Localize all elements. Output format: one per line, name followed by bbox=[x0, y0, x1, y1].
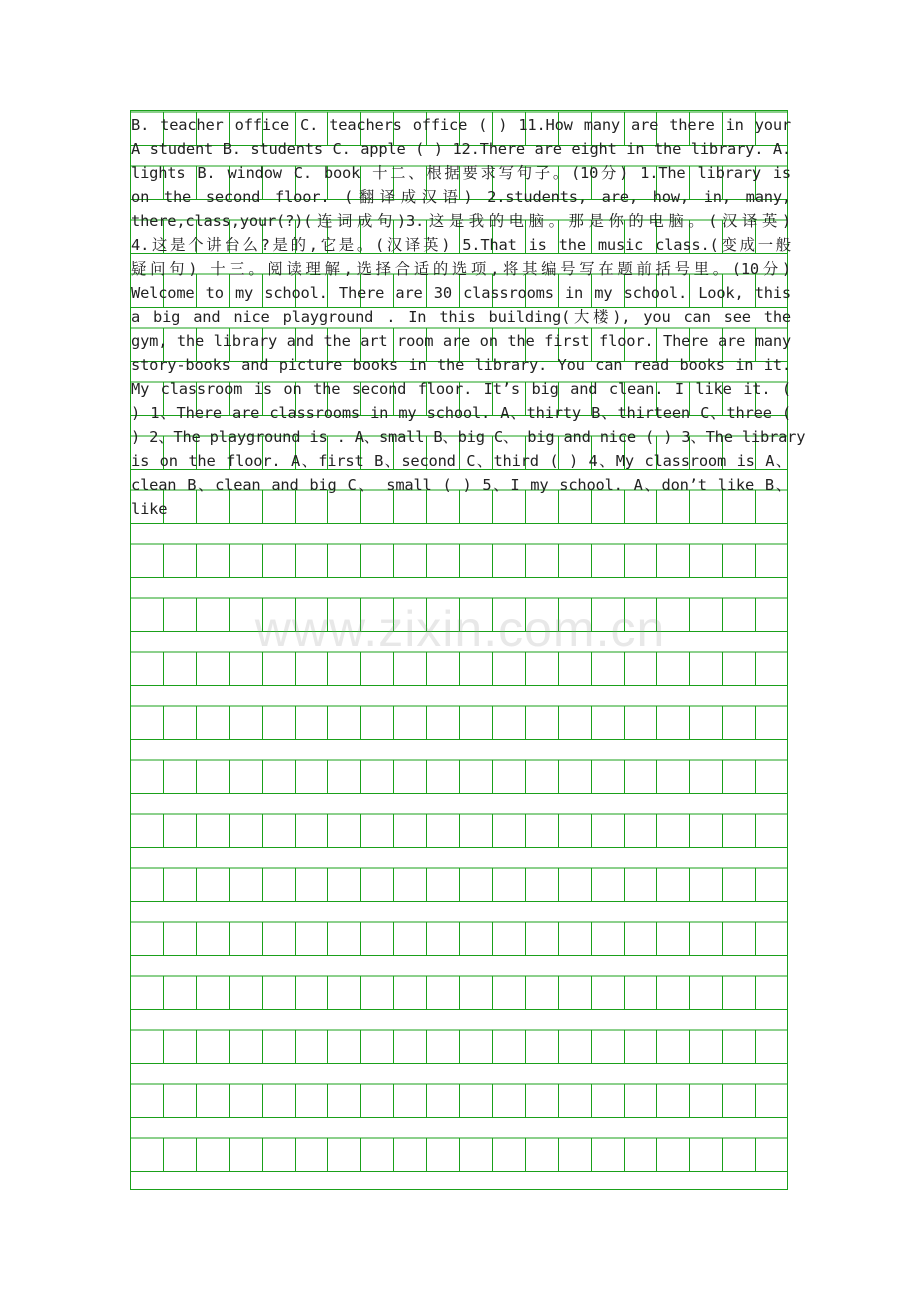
text-line: like bbox=[131, 500, 168, 518]
text-line: story-books and picture books in the library. You can read books in it. bbox=[131, 356, 791, 374]
text-line: B. teacher office C. teachers office ( ) 11.How many are there in your bbox=[131, 116, 791, 134]
text-line: there,class,your(?)(连词成句)3.这是我的电脑。那是你的电脑。(汉译英) bbox=[131, 212, 791, 230]
document-text bbox=[131, 113, 806, 521]
text-line: My classroom is on the second floor. It’s big and clean. I like it. ( bbox=[131, 380, 791, 398]
text-line: 疑问句) 十三。阅读理解,选择合适的选项,将其编号写在题前括号里。(10分) bbox=[131, 260, 791, 278]
text-line: A student B. students C. apple ( ) 12.There are eight in the library. A. bbox=[131, 140, 791, 158]
watermark: www.zixin.com.cn bbox=[254, 601, 666, 657]
text-line: Welcome to my school. There are 30 classrooms in my school. Look, this bbox=[131, 284, 791, 302]
text-line: a big and nice playground . In this building(大楼), you can see the bbox=[131, 308, 791, 326]
text-line: is on the floor. A、first B、second C、third ( ) 4、My classroom is A、 bbox=[131, 452, 791, 470]
text-line: ) 2、The playground is . A、small B、big C、 big and nice ( ) 3、The library bbox=[131, 428, 806, 446]
text-line: clean B、clean and big C、 small ( ) 5、I my school. A、don’t like B、 bbox=[131, 476, 791, 494]
text-line: ) 1、There are classrooms in my school. A、thirty B、thirteen C、three ( bbox=[131, 404, 791, 422]
text-line: gym, the library and the art room are on the first floor. There are many bbox=[131, 332, 791, 350]
text-line: lights B. window C. book 十二、根据要求写句子。(10分) 1.The library is bbox=[131, 164, 791, 182]
text-line: 4.这是个讲台么?是的,它是。(汉译英) 5.That is the music class.(变成一般 bbox=[131, 236, 791, 254]
text-line: on the second floor. (翻译成汉语) 2.students, are, how, in, many, bbox=[131, 188, 791, 206]
